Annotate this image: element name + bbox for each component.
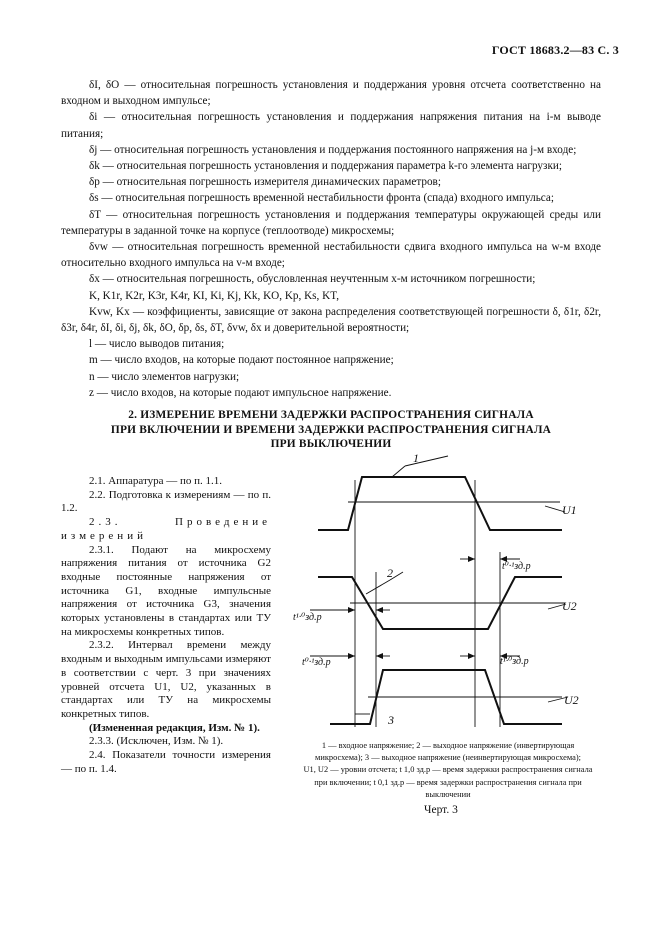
paragraph: 2.3.1. Подают на микросхему напряжения питания от источника G2 входные постоянные напряжения от источника G1, входные импульсные напряжения от источника G3, значения которых установлены в стандартах или ТУ на микросхемы конкретных типов. <box>61 543 271 638</box>
paragraph: 2.4. Показатели точности измерения — по п. 1.4. <box>61 749 271 775</box>
label-2: 2 <box>387 566 393 580</box>
label-u1: U1 <box>562 503 577 517</box>
definition-item: m — число входов, на которые подают постоянное напряжение; <box>89 354 394 367</box>
page-header: ГОСТ 18683.2—83 С. 3 <box>491 43 619 57</box>
timing-diagram <box>290 452 610 742</box>
caption-line: U1, U2 — уровни отсчета; t 1,0 зд.р — время задержки распространения сигнала <box>303 765 593 775</box>
paragraph: 2.2. Подготовка к измерениям — по п. 1.2. <box>61 488 271 515</box>
figure-caption <box>288 740 608 801</box>
caption-line: выключении <box>425 789 471 799</box>
t-on-label-b: t¹·⁰зд.р <box>500 656 529 667</box>
definition-item: δp — относительная погрешность измерителя динамических параметров; <box>89 176 441 189</box>
definition-item: δT — относительная погрешность установления и поддержания температуры окружающей среды или температуры в заданной точке на корпусе (теплоотводе) микросхемы; <box>61 208 601 237</box>
section-heading-line: ПРИ ВКЛЮЧЕНИИ И ВРЕМЕНИ ЗАДЕРЖКИ РАСПРОСТРАНЕНИЯ СИГНАЛА <box>110 423 552 436</box>
label-u2: U2 <box>562 599 577 613</box>
definition-item: n — число элементов нагрузки; <box>89 370 240 383</box>
t-off-label-b: t⁰·¹зд.р <box>302 657 331 668</box>
definition-item: δi — относительная погрешность установления и поддержания напряжения питания на i-м выводе питания; <box>61 111 601 140</box>
t-on-label: t¹·⁰зд.р <box>293 612 322 623</box>
body-text <box>61 475 271 776</box>
figure-label: Черт. 3 <box>424 804 458 816</box>
section-heading-line: ПРИ ВЫКЛЮЧЕНИИ <box>270 438 392 450</box>
definition-item: l — число выводов питания; <box>89 338 225 351</box>
definitions-list <box>61 77 601 401</box>
paragraph: 2.1. Аппаратура — по п. 1.1. <box>89 475 223 487</box>
paragraph: 2.3.2. Интервал времени между входным и выходным импульсами измеряют в соответствии с черт. 3 при значениях уровней отсчета U1, U2, указанных в стандартах или ТУ на микросхемы конкретных типов. <box>61 639 271 720</box>
amendment-note: (Измененная редакция, Изм. № 1). <box>89 721 260 734</box>
definition-item: δI, δO — относительная погрешность установления и поддержания уровня отсчета соответственно на входном и выходном импульсе; <box>61 79 601 108</box>
definition-item: K, K1r, K2r, K3r, K4r, KI, Ki, Kj, Kk, KO, Kp, Ks, KT, <box>89 289 340 302</box>
definition-item: δs — относительная погрешность временной нестабильности фронта (спада) входного импульса; <box>89 192 554 205</box>
definition-item: δvw — относительная погрешность временной нестабильности сдвига входного импульса на w-м входе относительно входного импульса на v-м входе; <box>61 241 601 270</box>
paragraph: 2.3. Проведение измерений <box>61 516 271 542</box>
t-off-label: t⁰·¹зд.р <box>502 561 531 572</box>
caption-line: 1 — входное напряжение; 2 — выходное напряжение (инвертирующая <box>321 741 575 750</box>
caption-line: при включении; t 0,1 зд.р — время задержки распространения сигнала при <box>314 777 582 787</box>
definition-item: δk — относительная погрешность установления и поддержания параметра k-го элемента нагрузки; <box>89 160 562 173</box>
definition-item: δj — относительная погрешность установления и поддержания постоянного напряжения на j-м входе; <box>89 143 577 156</box>
definition-item: δx — относительная погрешность, обусловленная неучтенным x-м источником погрешности; <box>89 273 536 286</box>
caption-line: микросхема); 3 — выходное напряжение (неинвертирующая микросхема); <box>315 753 581 763</box>
label-u2-b: U2 <box>564 693 579 707</box>
paragraph: 2.3.3. (Исключен, Изм. № 1). <box>89 735 224 748</box>
label-3: 3 <box>388 713 394 727</box>
label-1: 1 <box>413 452 419 465</box>
definition-item: Kvw, Kx — коэффициенты, зависящие от закона распределения соответствующей погрешности δ, δ1r, δ2r, δ3r, δ4r, δI, δi, δj, δk, δO, δp, δs, δT, δvw, δx и доверительной вероятности; <box>61 305 601 335</box>
section-heading-line: 2. ИЗМЕРЕНИЕ ВРЕМЕНИ ЗАДЕРЖКИ РАСПРОСТРАНЕНИЯ СИГНАЛА <box>128 409 534 421</box>
definition-item: z — число входов, на которые подают импульсное напряжение. <box>89 386 392 399</box>
section-heading <box>61 408 601 452</box>
